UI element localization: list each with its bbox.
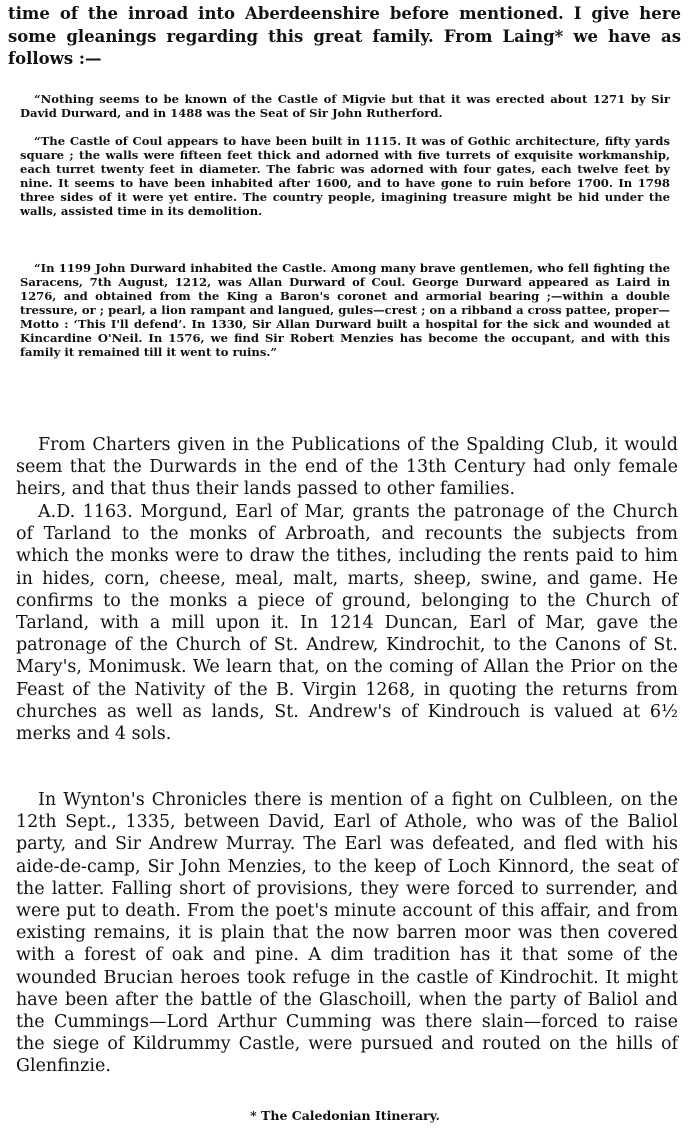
body-paragraph-wynton: In Wynton's Chronicles there is mention of a fight on Culbleen, on the 12th Sept., 1335, between David, Earl of Athole, who was of the Baliol party, and Sir Andrew Murray. The Earl was defeated, and fled with his aide-de-camp, Sir John Menzies, to the keep of Loch Kinnord, the seat of the latter. Falling short of provisions, they were forced to surrender, and were put to death. From the poet's minute account of this affair, and from existing remains, it is plain that the now barren moor was then covered with a forest of oak and pine. A dim tradition has it that some of the wounded Brucian heroes took refuge in the castle of Kindrochit. It might have been after the battle of the Glaschoill, when the party of Baliol and the Cummings—Lord Arthur Cumming was there slain—forced to raise the siege of Kildrummy Castle, were pursued and routed on the hills of Glenfinzie. xyxy=(16,790,678,1077)
footnote: * The Caledonian Itinerary. xyxy=(250,1108,440,1123)
quote-paragraph-coul: “The Castle of Coul appears to have been built in 1115. It was of Gothic architecture, fifty yards square ; the walls were fifteen feet thick and adorned with five turrets of exquisite workmanship, each turret twenty feet in diameter. The fabric was adorned with four gates, each twelve feet by nine. It seems to have been inhabited after 1600, and to have gone to ruin before 1700. In 1798 three sides of it were yet entire. The country people, imagining treasure might be hid under the walls, assisted time in its demolition. xyxy=(20,134,670,219)
body-paragraph-charters: From Charters given in the Publications of the Spalding Club, it would seem that the Durwards in the end of the 13th Century had only female heirs, and that thus their lands passed to other families. xyxy=(16,435,678,500)
quote-paragraph-durward: “In 1199 John Durward inhabited the Castle. Among many brave gentlemen, who fell fighting the Saracens, 7th August, 1212, was Allan Durward of Coul. George Durward appeared as Laird in 1276, and obtained from the King a Baron's coronet and armorial bearing ;—within a double tressure, or ; pearl, a lion rampant and langued, gules—crest ; on a ribband a cross pattee, proper—Motto : ‘This I'll defend’. In 1330, Sir Allan Durward built a hospital for the sick and wounded at Kincardine O'Neil. In 1576, we find Sir Robert Menzies has become the occupant, and with this family it remained till it went to ruins.” xyxy=(20,261,670,360)
body-paragraph-morgund: A.D. 1163. Morgund, Earl of Mar, grants the patronage of the Church of Tarland to the monks of Arbroath, and recounts the subjects from which the monks were to draw the tithes, including the rents paid to him in hides, corn, cheese, meal, malt, marts, sheep, swine, and game. He confirms to the monks a piece of ground, belonging to the Church of Tarland, with a mill upon it. In 1214 Duncan, Earl of Mar, gave the patronage of the Church of St. Andrew, Kindrochit, to the Canons of St. Mary's, Monimusk. We learn that, on the coming of Allan the Prior on the Feast of the Nativity of the B. Virgin 1268, in quoting the returns from churches as well as lands, St. Andrew's of Kindrouch is valued at 6½ merks and 4 sols. xyxy=(16,502,678,745)
intro-paragraph: time of the inroad into Aberdeenshire before mentioned. I give here some gleanings regarding this great family. From Laing* we have as follows :— xyxy=(8,4,681,68)
quote-paragraph-migvie: “Nothing seems to be known of the Castle of Migvie but that it was erected about 1271 by Sir David Durward, and in 1488 was the Seat of Sir John Rutherford. xyxy=(20,92,670,121)
